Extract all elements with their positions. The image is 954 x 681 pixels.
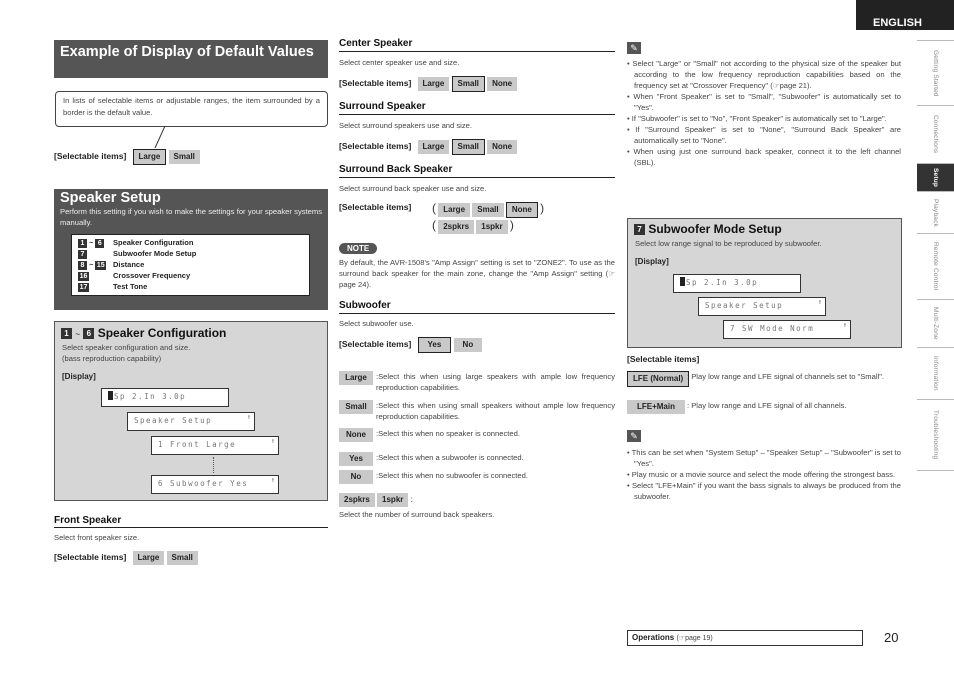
option-2spkrs: 2spkrs: [438, 220, 474, 234]
note-item: • Select "Large" or "Small" not according to the physical size of the speaker but according to the low frequency reproduction capabilities based on the frequency set at "Crossover Frequency" (☞page 21).: [627, 59, 901, 90]
defaults-callout: [55, 91, 328, 127]
note-item: • When "Front Speaker" is set to "Small", "Subwoofer" is automatically set to "Yes".: [627, 92, 901, 112]
pencil-icon: ✎: [627, 42, 641, 54]
front-speaker-desc: Select front speaker size.: [54, 533, 140, 542]
lcd-line-2: Speaker Setup ↑: [698, 297, 826, 316]
speaker-config-desc1: Select speaker configuration and size.: [62, 343, 191, 352]
tab-getting-started[interactable]: Getting Started: [917, 40, 954, 105]
spkrs-desc: Select the number of surround back speakers.: [339, 510, 495, 519]
option-large-default: Large: [133, 149, 167, 165]
sw-mode-panel: [627, 218, 902, 348]
surround-back-rule: [339, 177, 615, 178]
note-item: • Select "LFE+Main" if you want the bass signals to always be produced from the subwoofer.: [627, 481, 901, 501]
menu-item[interactable]: 17 Test Tone: [79, 282, 148, 291]
tab-remote-control[interactable]: Remote Control: [917, 233, 954, 299]
notes-right2-list: [627, 447, 901, 502]
subwoofer-selectable-row: [Selectable items] Yes No: [339, 337, 482, 353]
surround-back-desc: Select surround back speaker use and size.: [339, 184, 487, 193]
option-2spkrs: 2spkrs: [339, 493, 375, 507]
menu-label: Test Tone: [113, 282, 148, 291]
sw-mode-title: Subwoofer Mode Setup: [648, 222, 782, 236]
option-small-default: Small: [452, 76, 485, 92]
notes-right-list: [627, 58, 901, 168]
menu-label: Crossover Frequency: [113, 271, 191, 280]
tab-connections[interactable]: Connections: [917, 105, 954, 163]
option-no: No: [454, 338, 483, 352]
defaults-selectable-label: [Selectable items]: [54, 151, 127, 162]
note-badge: NOTE: [339, 243, 377, 254]
speaker-config-desc2: (bass reproduction capability): [62, 354, 162, 363]
operations-ref: (☞page 19): [676, 635, 713, 642]
surround-back-selectable-label: [Selectable items]: [339, 202, 412, 212]
speaker-config-display-label: [Display]: [62, 372, 96, 381]
sw-opt-lfe-normal: LFE (Normal) : Play low range and LFE signal of channels set to "Small".: [627, 371, 902, 395]
center-selectable-row: [Selectable items] Large Small None: [339, 76, 517, 92]
defaults-callout-text: In lists of selectable items or adjustable ranges, the item surrounded by a border is the default value.: [63, 96, 320, 117]
front-selectable-row: [54, 551, 198, 565]
front-speaker-title: Front Speaker: [54, 515, 122, 526]
subwoofer-title: Subwoofer: [339, 300, 391, 311]
option-small: Small: [169, 150, 200, 164]
lcd-line-3: 1 Front Large ↑: [151, 436, 279, 455]
speaker-setup-title: Speaker Setup: [60, 190, 161, 206]
surround-speaker-title: Surround Speaker: [339, 101, 426, 112]
note-item: • Play music or a movie source and select the mode offering the strongest bass.: [627, 470, 896, 479]
option-large: Large: [133, 551, 165, 565]
note-text: By default, the AVR-1508's "Amp Assign" setting is set to "ZONE2". To use as the surround back speaker for the main zone, change the "Amp Assign" setting (☞page 24).: [339, 258, 615, 289]
speaker-config-heading: 1 ~ 6 Speaker Configuration: [61, 326, 226, 342]
note-item: • This can be set when "System Setup" – "Speaker Setup" – "Subwoofer" is set to "Yes".: [627, 448, 901, 468]
surround-back-options-row1: ( Large Small None ): [432, 201, 544, 218]
tab-information[interactable]: Information: [917, 347, 954, 399]
option-desc-no: No :Select this when no subwoofer is connected.: [339, 470, 615, 484]
surround-back-title: Surround Back Speaker: [339, 164, 453, 175]
defaults-selectable-row: [54, 149, 200, 165]
lcd-line-3: 7 SW Mode Norm ↑: [723, 320, 851, 339]
front-speaker-rule: [54, 527, 328, 528]
tab-multi-zone[interactable]: Multi-Zone: [917, 299, 954, 347]
option-small-default: Small: [452, 139, 485, 155]
speaker-config-title: Speaker Configuration: [97, 326, 227, 340]
option-large: Large: [418, 77, 450, 91]
surround-rule: [339, 114, 615, 115]
lcd-line-1: Sp 2.In 3.0p: [673, 274, 801, 293]
spkrs-row: 2spkrs 1spkr :: [339, 493, 413, 507]
option-desc-yes: Yes :Select this when a subwoofer is connected.: [339, 452, 615, 466]
speaker-config-panel: [54, 321, 328, 501]
option-1spkr: 1spkr: [476, 220, 507, 234]
option-large: Large: [418, 140, 450, 154]
lcd-line-2: Speaker Setup ↑: [127, 412, 255, 431]
subwoofer-rule: [339, 313, 615, 314]
option-yes-default: Yes: [418, 337, 452, 353]
defaults-title: Example of Display of Default Values: [60, 44, 314, 60]
option-small: Small: [472, 203, 503, 217]
option-lfe-main: LFE+Main: [627, 400, 685, 414]
speaker-setup-box: [54, 189, 328, 310]
center-speaker-title: Center Speaker: [339, 38, 413, 49]
lcd-line-1: Sp 2.In 3.0p: [101, 388, 229, 407]
menu-label: Distance: [113, 260, 145, 269]
menu-item[interactable]: 16 Crossover Frequency: [79, 271, 191, 280]
sw-mode-heading: 7 Subwoofer Mode Setup: [634, 222, 782, 236]
note-item: • When using just one surround back speaker, connect it to the left channel (SBL).: [627, 147, 901, 167]
front-selectable-label: [Selectable items]: [54, 552, 127, 563]
pencil-icon: ✎: [627, 430, 641, 442]
option-none-default: None: [506, 202, 538, 218]
option-large: Large: [438, 203, 470, 217]
menu-item[interactable]: 8 ~ 15 Distance: [78, 260, 303, 271]
sw-mode-desc: Select low range signal to be reproduced by subwoofer.: [635, 239, 822, 248]
operations-label: Operations: [632, 633, 675, 642]
center-desc: Select center speaker use and size.: [339, 58, 460, 67]
option-lfe-normal-default: LFE (Normal): [627, 371, 689, 387]
language-label: ENGLISH: [873, 17, 922, 29]
sw-mode-selectable-label: [Selectable items]: [627, 354, 700, 364]
menu-label: Speaker Configuration: [113, 238, 194, 247]
note-item: • If "Surround Speaker" is set to "None", "Surround Back Speaker" are automatically set to "None".: [627, 125, 901, 145]
option-1spkr: 1spkr: [377, 493, 408, 507]
menu-item[interactable]: 7 Subwoofer Mode Setup: [78, 249, 303, 260]
sw-opt-lfe-main: LFE+Main : Play low range and LFE signal of all channels.: [627, 400, 902, 414]
callout-pointer: [150, 126, 170, 150]
surround-selectable-row: [Selectable items] Large Small None: [339, 139, 517, 155]
subwoofer-desc: Select subwoofer use.: [339, 319, 414, 328]
lcd-line-4: 6 Subwoofer Yes ↑: [151, 475, 279, 494]
page-number: 20: [884, 630, 899, 645]
note-item: • If "Subwoofer" is set to "No", "Front Speaker" is automatically set to "Large".: [627, 114, 887, 123]
lcd-ellipsis: [213, 457, 214, 473]
option-small: Small: [167, 551, 198, 565]
tab-troubleshooting[interactable]: Troubleshooting: [917, 399, 954, 471]
sw-mode-display-label: [Display]: [635, 257, 669, 266]
menu-item[interactable]: 1 ~ 6 Speaker Configuration: [78, 238, 303, 249]
option-desc-small: Small :Select this when using small speakers without ample low frequency reproduction capabilities.: [339, 400, 615, 424]
tab-playback[interactable]: Playback: [917, 191, 954, 233]
surround-back-options-row2: ( 2spkrs 1spkr ): [432, 218, 514, 232]
option-none: None: [487, 140, 517, 154]
tab-setup[interactable]: Setup: [917, 163, 954, 191]
menu-label: Subwoofer Mode Setup: [113, 249, 197, 258]
option-desc-large: Large :Select this when using large speakers with ample low frequency reproduction capabilities.: [339, 371, 615, 395]
surround-desc: Select surround speakers use and size.: [339, 121, 472, 130]
option-none: None: [487, 77, 517, 91]
speaker-setup-desc: Perform this setting if you wish to make the settings for your speaker systems manually.: [60, 207, 322, 227]
center-rule: [339, 51, 615, 52]
option-desc-none: None :Select this when no speaker is connected.: [339, 428, 615, 442]
operations-link[interactable]: [627, 630, 863, 646]
language-tab: [856, 0, 954, 30]
defaults-title-bar: [54, 40, 328, 78]
speaker-setup-menu: [71, 234, 310, 296]
